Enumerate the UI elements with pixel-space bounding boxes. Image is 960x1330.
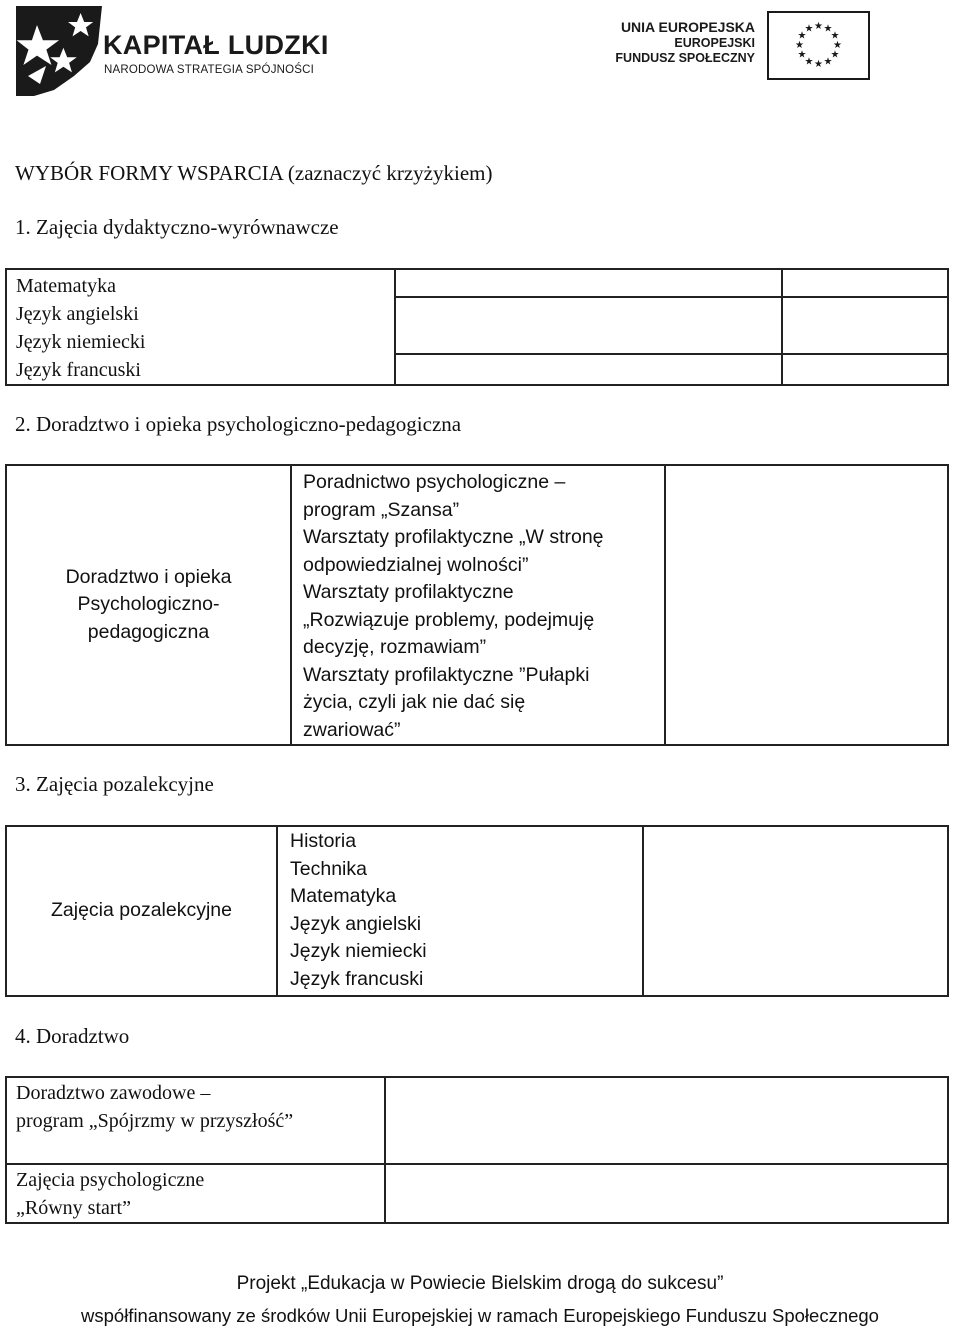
section4-title: 4. Doradztwo (15, 1024, 130, 1048)
section1-subjects-cell (6, 269, 395, 385)
section2-item-line: „Rozwiązuje problemy, podejmuję (303, 608, 595, 631)
section3-items-cell (277, 826, 643, 996)
svg-text:★: ★ (804, 23, 814, 35)
section4-item-cell (6, 1077, 385, 1164)
section3-item: Matematyka (290, 885, 397, 907)
section4-checkbox-cell[interactable] (385, 1077, 948, 1164)
kapital-ludzki-title: KAPITAŁ LUDZKI (103, 30, 329, 60)
section3-title: 3. Zajęcia pozalekcyjne (15, 772, 214, 796)
section2-item-line: Poradnictwo psychologiczne – (303, 471, 566, 493)
eu-logo-line1: UNIA EUROPEJSKA (620, 19, 755, 35)
section2-item-line: program „Szansa” (303, 498, 460, 521)
section4-checkbox-cell[interactable] (385, 1164, 948, 1223)
svg-text:★: ★ (797, 30, 807, 42)
kapital-ludzki-emblem-icon (14, 4, 104, 98)
section1-title: 1. Zajęcia dydaktyczno-wyrównawcze (15, 215, 339, 239)
section2-item-line: decyzję, rozmawiam” (303, 636, 487, 658)
section2-item-line: odpowiedzialnej wolności” (303, 553, 529, 576)
eu-logo-line3: FUNDUSZ SPOŁECZNY (615, 51, 755, 65)
section1-checkbox-cell[interactable] (782, 269, 948, 385)
section2-category-cell (6, 465, 291, 745)
section3-category: Zajęcia pozalekcyjne (50, 899, 232, 922)
section2-items-cell (291, 465, 665, 745)
form-heading: WYBÓR FORMY WSPARCIA (zaznaczyć krzyżykiem) (15, 161, 493, 185)
section4-item-line: program „Spójrzmy w przyszłość” (16, 1110, 294, 1132)
section2-item-line: Warsztaty profilaktyczne ”Pułapki (303, 663, 590, 686)
section4-item-cell (6, 1164, 385, 1223)
section2-title: 2. Doradztwo i opieka psychologiczno-pedagogiczna (15, 412, 462, 436)
section1-table (5, 268, 949, 386)
section2-item-line: Warsztaty profilaktyczne „W stronę (303, 526, 604, 548)
section4-table (5, 1076, 949, 1224)
svg-text:★: ★ (814, 21, 823, 32)
svg-text:★: ★ (797, 49, 807, 61)
section2-table (5, 464, 949, 746)
section4-item-line: Zajęcia psychologiczne (16, 1169, 205, 1191)
section2-item-line: Warsztaty profilaktyczne (303, 581, 514, 603)
section3-table (5, 825, 949, 997)
eu-logo-line2: EUROPEJSKI (674, 36, 755, 50)
section1-subject: Język niemiecki (16, 331, 146, 353)
svg-text:★: ★ (804, 56, 814, 68)
section3-item: Historia (290, 830, 357, 852)
section2-checkbox-cell[interactable] (665, 465, 948, 745)
section2-item-line: życia, czyli jak nie dać się (303, 691, 526, 713)
section4-item-line: Doradztwo zawodowe – (16, 1082, 211, 1104)
section3-item: Technika (290, 857, 367, 880)
section1-subject: Matematyka (16, 275, 116, 297)
svg-text:★: ★ (823, 23, 833, 35)
svg-text:★: ★ (830, 30, 840, 42)
eu-flag-icon (767, 11, 870, 80)
svg-text:★: ★ (830, 49, 840, 61)
section1-checkbox-cell[interactable] (395, 269, 782, 385)
section1-subject: Język angielski (16, 303, 139, 325)
section2-category-line: Psychologiczno- (77, 593, 220, 616)
eu-logo-text (615, 19, 755, 66)
footer-project-line: Projekt „Edukacja w Powiecie Bielskim drogą do sukcesu” (236, 1273, 724, 1294)
footer-funding-line: współfinansowany ze środków Unii Europejskiej w ramach Europejskiego Funduszu Społecznego (81, 1305, 879, 1326)
section1-subject: Język francuski (16, 359, 141, 381)
kapital-ludzki-subtitle: NARODOWA STRATEGIA SPÓJNOŚCI (104, 64, 315, 76)
section3-category-cell (6, 826, 277, 996)
section3-item: Język niemiecki (290, 940, 427, 962)
svg-text:★: ★ (833, 40, 842, 51)
section3-checkbox-cell[interactable] (643, 826, 948, 996)
section2-category-line: pedagogiczna (87, 620, 210, 643)
section4-item-line: „Równy start” (16, 1197, 131, 1219)
section2-category-line: Doradztwo i opieka (65, 565, 232, 588)
svg-text:★: ★ (823, 56, 833, 68)
svg-text:★: ★ (795, 40, 804, 51)
svg-text:★: ★ (814, 59, 823, 70)
section2-item-line: zwariować” (303, 718, 401, 741)
section3-item: Język francuski (290, 967, 424, 990)
section3-item: Język angielski (290, 912, 422, 935)
